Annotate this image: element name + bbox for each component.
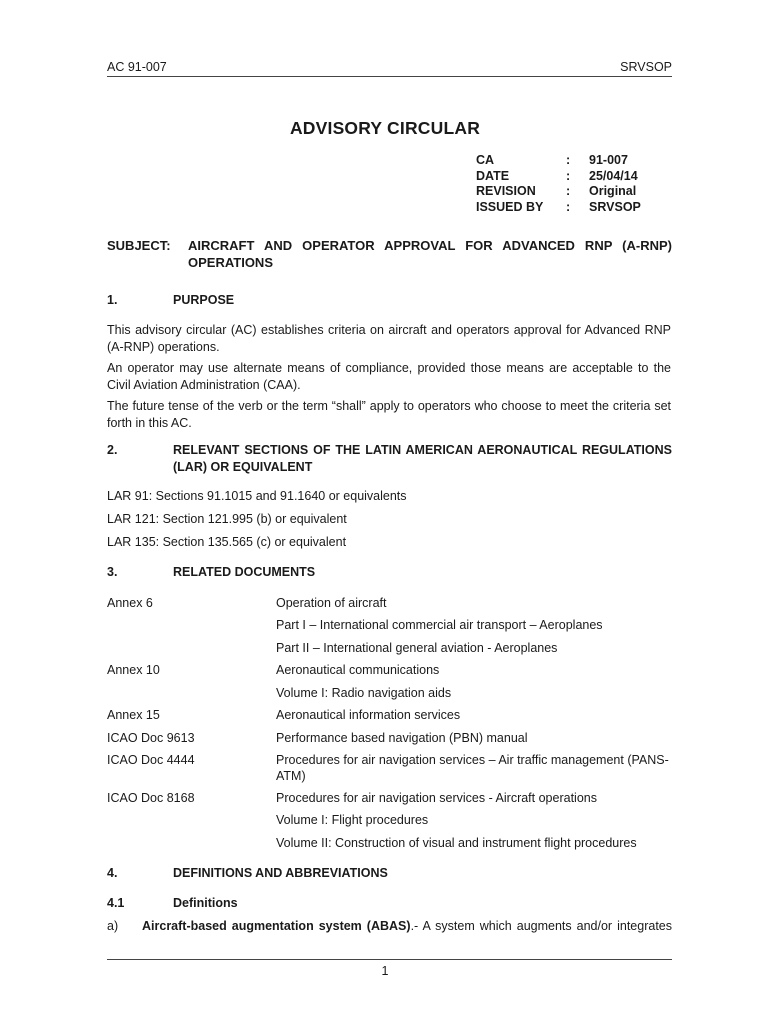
definition-a <box>142 919 672 933</box>
meta-value: SRVSOP <box>589 199 641 214</box>
meta-sep: : <box>566 153 571 167</box>
definition-marker: a) <box>107 919 119 933</box>
related-doc-name: ICAO Doc 9613 <box>107 731 195 745</box>
header-rule <box>107 76 672 77</box>
meta-value: Original <box>589 184 637 198</box>
meta-label: DATE <box>476 168 510 183</box>
lar-item: LAR 135: Section 135.565 (c) or equivalent <box>107 535 347 549</box>
related-doc-name: ICAO Doc 4444 <box>107 753 195 767</box>
subsection-number: 4.1 <box>107 896 125 910</box>
section-title-related-documents: RELATED DOCUMENTS <box>173 565 316 579</box>
header-doc-id: AC 91-007 <box>107 60 167 74</box>
page-number: 1 <box>381 964 389 978</box>
related-doc-name: Annex 6 <box>107 596 153 610</box>
purpose-paragraph-2: An operator may use alternate means of compliance, provided those means are acceptable to the Civil Aviation Administration (CAA). <box>107 361 671 392</box>
related-doc-item: Performance based navigation (PBN) manual <box>276 731 528 745</box>
purpose-paragraph-1: This advisory circular (AC) establishes criteria on aircraft and operators approval for Advanced RNP (A-RNP) operations. <box>107 323 671 354</box>
subsection-title-definitions: Definitions <box>173 896 238 910</box>
related-doc-item: Volume II: Construction of visual and instrument flight procedures <box>276 836 637 850</box>
header-org: SRVSOP <box>620 60 672 74</box>
definition-text: .- A system which augments and/or integrates <box>410 919 672 933</box>
related-doc-item: Procedures for air navigation services – Air traffic management (PANS-ATM) <box>276 753 669 783</box>
related-doc-item: Volume I: Radio navigation aids <box>276 686 452 700</box>
meta-sep: : <box>566 184 571 198</box>
section-title-lar-line-1: RELEVANT SECTIONS OF THE LATIN AMERICAN AERONAUTICAL REGULATIONS <box>173 443 672 457</box>
section-number: 2. <box>107 443 118 457</box>
section-title-purpose: PURPOSE <box>173 293 235 307</box>
page-title: ADVISORY CIRCULAR <box>289 118 481 138</box>
definition-term: Aircraft-based augmentation system (ABAS) <box>142 919 411 933</box>
meta-label: REVISION <box>476 184 536 198</box>
lar-item: LAR 121: Section 121.995 (b) or equivalent <box>107 512 347 526</box>
related-doc-name: Annex 10 <box>107 663 160 677</box>
section-number: 1. <box>107 293 118 307</box>
related-doc-name: ICAO Doc 8168 <box>107 791 195 805</box>
subject-line-2: OPERATIONS <box>188 255 273 270</box>
related-doc-item: Operation of aircraft <box>276 596 387 610</box>
related-doc-item: Volume I: Flight procedures <box>276 813 429 827</box>
meta-value: 25/04/14 <box>589 168 638 183</box>
subject-label: SUBJECT: <box>107 238 171 253</box>
section-number: 4. <box>107 866 118 880</box>
purpose-paragraph-3: The future tense of the verb or the term “shall” apply to operators who choose to meet the criteria set forth in this AC. <box>107 399 671 430</box>
related-doc-item: Part II – International general aviation - Aeroplanes <box>276 641 558 655</box>
related-doc-item: Aeronautical information services <box>276 708 461 722</box>
lar-item: LAR 91: Sections 91.1015 and 91.1640 or equivalents <box>107 489 407 503</box>
meta-sep: : <box>566 168 571 183</box>
related-doc-name: Annex 15 <box>107 708 160 722</box>
meta-label: CA <box>476 153 495 167</box>
footer-rule <box>107 959 672 960</box>
meta-sep: : <box>566 199 571 214</box>
section-title-lar-line-2: (LAR) OR EQUIVALENT <box>173 460 313 474</box>
related-doc-item: Part I – International commercial air transport – Aeroplanes <box>276 618 603 632</box>
subject-line-1: AIRCRAFT AND OPERATOR APPROVAL FOR ADVANCED RNP (A-RNP) <box>188 238 672 253</box>
meta-label: ISSUED BY <box>476 199 544 214</box>
section-title-definitions: DEFINITIONS AND ABBREVIATIONS <box>173 866 388 880</box>
related-doc-item: Aeronautical communications <box>276 663 440 677</box>
related-doc-item: Procedures for air navigation services - Aircraft operations <box>276 791 597 805</box>
meta-value: 91-007 <box>589 153 628 167</box>
section-number: 3. <box>107 565 118 579</box>
